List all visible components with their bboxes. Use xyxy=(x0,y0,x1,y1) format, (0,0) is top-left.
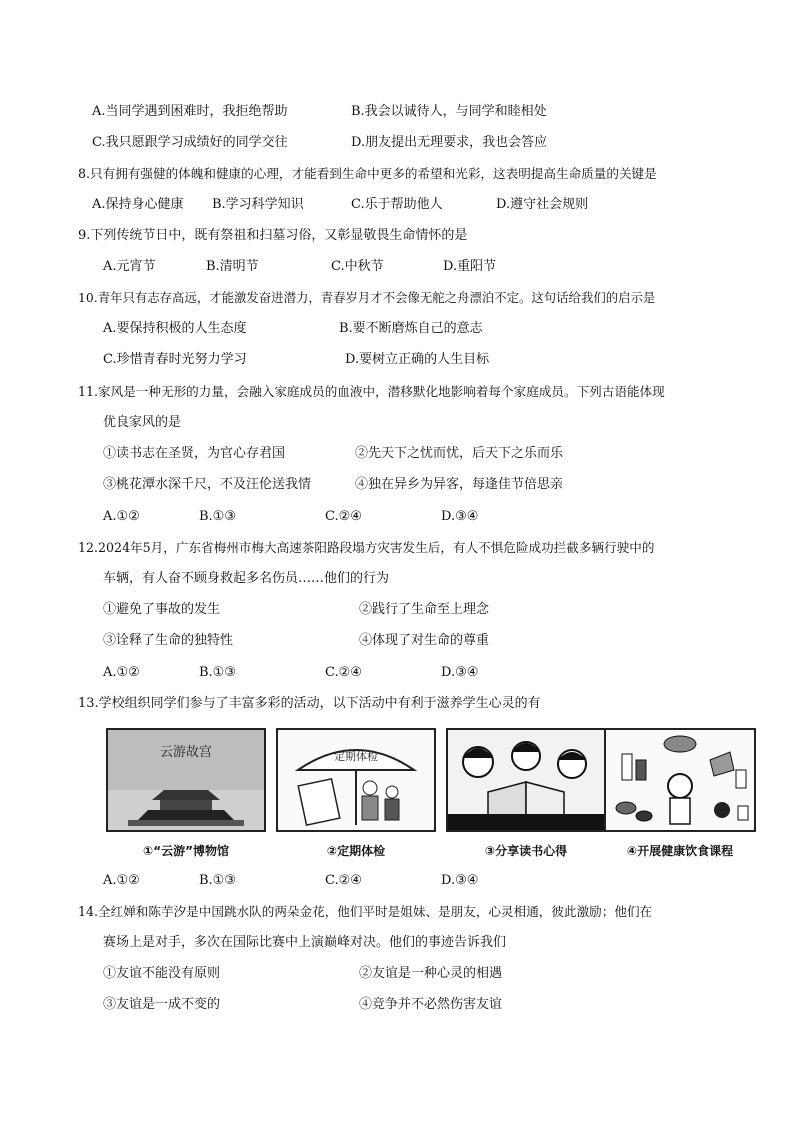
q7-option-b: B.我会以诚待人，与同学和睦相处 xyxy=(351,104,547,119)
q13-option-d: D.③④ xyxy=(441,873,479,888)
q13-caption-1: ①“云游”博物馆 xyxy=(143,844,229,858)
q13-picture-reading xyxy=(446,728,606,832)
q10-stem: 10.青年只有志存高远，才能激发奋进潜力，青春岁月才不会像无舵之舟漂泊不定。这句话给我们的启示是 xyxy=(78,290,656,305)
q9-option-a: A.元宵节 xyxy=(103,259,156,274)
q11-statement-2: ②先天下之忧而忧，后天下之乐而乐 xyxy=(355,446,564,461)
q10-option-b: B.要不断磨炼自己的意志 xyxy=(339,321,483,336)
q11-option-d: D.③④ xyxy=(441,509,479,524)
q13-caption-2: ②定期体检 xyxy=(326,844,386,858)
umbrella-family-illustration xyxy=(278,730,434,830)
q12-option-c: C.②④ xyxy=(325,665,362,680)
q13-option-c: C.②④ xyxy=(325,873,362,888)
q9-option-c: C.中秋节 xyxy=(331,259,384,274)
q13-picture-diet xyxy=(604,728,756,832)
q14-stem-line1: 14.全红婵和陈芋汐是中国跳水队的两朵金花，他们平时是姐妹、是朋友，心灵相通，彼此激励；他们在 xyxy=(78,904,653,919)
q8-option-a: A.保持身心健康 xyxy=(92,197,184,212)
q13-picture1-title: 云游故宫 xyxy=(159,745,213,760)
q11-option-c: C.②④ xyxy=(325,509,362,524)
q11-statement-1: ①读书志在圣贤，为官心存君国 xyxy=(103,446,286,461)
q14-stem-line2: 赛场上是对手，多次在国际比赛中上演巅峰对决。他们的事迹告诉我们 xyxy=(103,935,507,950)
q13-picture-museum xyxy=(106,728,266,832)
q12-statement-1: ①避免了事故的发生 xyxy=(103,602,221,617)
q13-stem: 13.学校组织同学们参与了丰富多彩的活动，以下活动中有利于滋养学生心灵的有 xyxy=(78,696,541,711)
q12-statement-2: ②践行了生命至上理念 xyxy=(359,602,490,617)
q13-picture2-title: 定期体检 xyxy=(334,750,378,763)
q13-option-a: A.①② xyxy=(103,873,140,888)
q11-statement-3: ③桃花潭水深千尺，不及汪伦送我情 xyxy=(103,477,312,492)
q7-option-a: A.当同学遇到困难时，我拒绝帮助 xyxy=(92,104,288,119)
q12-statement-3: ③诠释了生命的独特性 xyxy=(103,633,234,648)
q14-statement-4: ④竞争并不必然伤害友谊 xyxy=(359,997,503,1012)
q12-option-b: B.①③ xyxy=(199,665,236,680)
q11-option-b: B.①③ xyxy=(199,509,236,524)
q10-option-a: A.要保持积极的人生态度 xyxy=(103,321,247,336)
q12-stem-line2: 车辆，有人奋不顾身救起多名伤员……他们的行为 xyxy=(103,571,390,586)
q12-option-d: D.③④ xyxy=(441,665,479,680)
q11-stem-line2: 优良家风的是 xyxy=(103,415,182,430)
q14-statement-2: ②友谊是一种心灵的相遇 xyxy=(359,966,503,981)
q13-option-b: B.①③ xyxy=(199,873,236,888)
q13-caption-3: ③分享读书心得 xyxy=(484,844,568,858)
q14-statement-3: ③友谊是一成不变的 xyxy=(103,997,221,1012)
q7-option-c: C.我只愿跟学习成绩好的同学交往 xyxy=(92,135,288,150)
palace-illustration xyxy=(108,730,264,830)
q9-option-b: B.清明节 xyxy=(206,259,259,274)
q8-option-c: C.乐于帮助他人 xyxy=(351,197,443,212)
q12-statement-4: ④体现了对生命的尊重 xyxy=(359,633,490,648)
q13-caption-4: ④开展健康饮食课程 xyxy=(626,844,734,858)
healthy-food-illustration xyxy=(606,730,754,830)
q7-option-d: D.朋友提出无理要求，我也会答应 xyxy=(351,135,548,150)
q14-statement-1: ①友谊不能没有原则 xyxy=(103,966,221,981)
q12-option-a: A.①② xyxy=(103,665,140,680)
q8-option-d: D.遵守社会规则 xyxy=(496,197,589,212)
q9-stem: 9.下列传统节日中，既有祭祖和扫墓习俗，又彰显敬畏生命情怀的是 xyxy=(78,228,468,243)
q11-statement-4: ④独在异乡为异客，每逢佳节倍思亲 xyxy=(355,477,564,492)
q8-stem: 8.只有拥有强健的体魄和健康的心理，才能看到生命中更多的希望和光彩，这表明提高生命质量的关键是 xyxy=(78,166,657,181)
q8-option-b: B.学习科学知识 xyxy=(212,197,304,212)
q13-picture-checkup xyxy=(276,728,436,832)
q11-option-a: A.①② xyxy=(103,509,140,524)
q9-option-d: D.重阳节 xyxy=(443,259,497,274)
q10-option-d: D.要树立正确的人生目标 xyxy=(345,352,490,367)
q12-stem-line1: 12.2024年5月，广东省梅州市梅大高速茶阳路段塌方灾害发生后，有人不惧危险成功拦截多辆行驶中的 xyxy=(78,540,655,555)
reading-students-illustration xyxy=(448,730,604,830)
q11-stem-line1: 11.家风是一种无形的力量，会融入家庭成员的血液中，潜移默化地影响着每个家庭成员。下列古语能体现 xyxy=(78,384,665,399)
q10-option-c: C.珍惜青春时光努力学习 xyxy=(103,352,247,367)
